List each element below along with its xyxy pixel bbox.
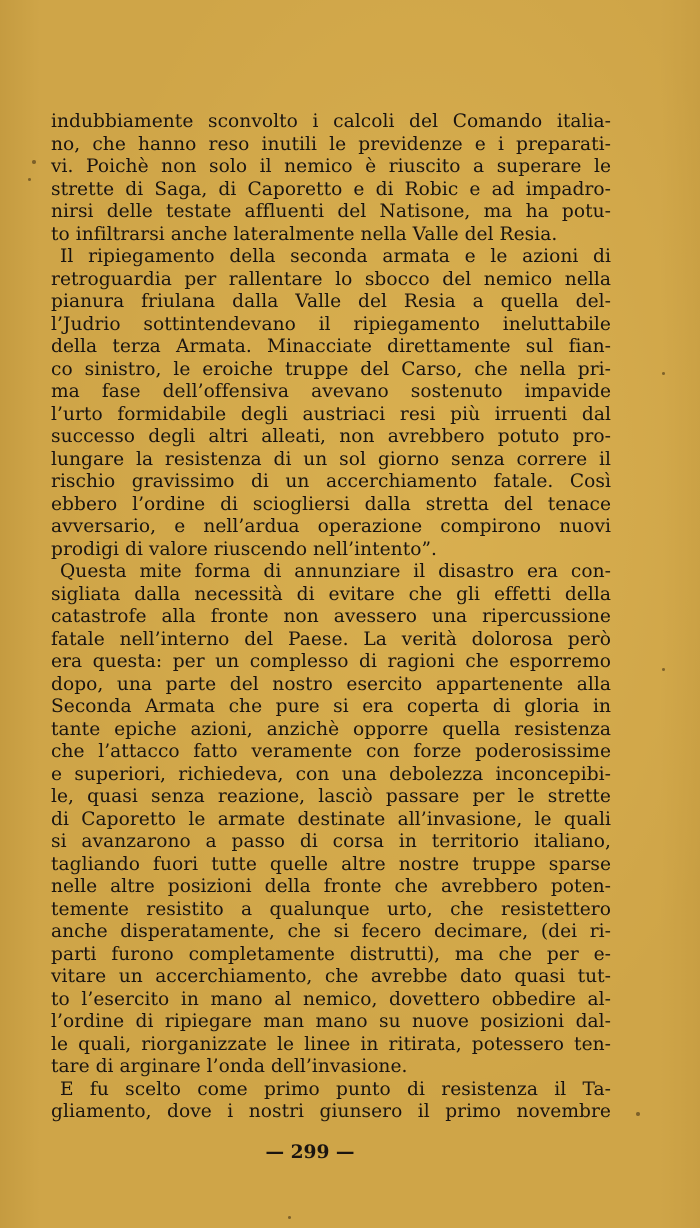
text-line: sigliata dalla necessità di evitare che gli effetti della: [51, 583, 611, 605]
text-line: temente resistito a qualunque urto, che resistettero: [51, 898, 611, 920]
text-line: era questa: per un complesso di ragioni che esporremo: [51, 651, 611, 672]
text-line: pianura friulana dalla Valle del Resia a quella del-: [51, 291, 611, 312]
text-line: strette di Saga, di Caporetto e di Robic e ad impadro-: [51, 178, 611, 200]
text-line: l’Judrio sottintendevano il ripiegamento ineluttabile: [51, 313, 611, 335]
text-line: Il ripiegamento della seconda armata e le azioni di: [60, 246, 611, 267]
text-line: l’urto formidabile degli austriaci resi più irruenti dal: [51, 403, 611, 425]
text-line: le, quasi senza reazione, lasciò passare per le strette: [51, 786, 611, 807]
text-line: co sinistro, le eroiche truppe del Carso, che nella pri-: [51, 358, 611, 380]
text-line: Questa mite forma di annunziare il disastro era con-: [60, 561, 611, 582]
page-number: — 299 —: [265, 1142, 355, 1163]
text-line: indubbiamente sconvolto i calcoli del Comando italia-: [51, 111, 611, 132]
text-line: le quali, riorganizzate le linee in ritirata, potessero ten-: [51, 1033, 611, 1055]
text-line: fatale nell’interno del Paese. La verità dolorosa però: [51, 628, 611, 650]
text-line: parti furono completamente distrutti), ma che per e-: [51, 943, 611, 965]
text-line: gliamento, dove i nostri giunsero il primo novembre: [51, 1101, 611, 1122]
text-line: Seconda Armata che pure si era coperta di gloria in: [51, 696, 611, 717]
text-line: si avanzarono a passo di corsa in territorio italiano,: [51, 831, 611, 852]
text-line: tare di arginare l’onda dell’invasione.: [51, 1056, 408, 1077]
text-line: prodigi di valore riuscendo nell’intento”.: [51, 538, 437, 560]
body-text: [51, 111, 611, 1124]
text-line: ma fase dell’offensiva avevano sostenuto impavide: [51, 381, 611, 402]
text-line: E fu scelto come primo punto di resistenza il Ta-: [60, 1078, 611, 1100]
paper-speck: [662, 372, 665, 375]
text-line: to l’esercito in mano al nemico, dovettero obbedire al-: [51, 988, 611, 1010]
text-line: lungare la resistenza di un sol giorno senza correre il: [51, 448, 611, 470]
text-line: no, che hanno reso inutili le previdenze e i preparati-: [51, 133, 611, 155]
paper-speck: [288, 1216, 291, 1219]
text-line: che l’attacco fatto veramente con forze poderosissime: [51, 741, 611, 762]
text-line: nirsi delle testate affluenti del Natisone, ma ha potu-: [51, 201, 611, 222]
text-line: to infiltrarsi anche lateralmente nella Valle del Resia.: [51, 223, 558, 245]
text-line: di Caporetto le armate destinate all’invasione, le quali: [51, 808, 611, 830]
paper-speck: [28, 178, 31, 181]
text-line: l’ordine di ripiegare man mano su nuove posizioni dal-: [51, 1011, 611, 1032]
text-line: vi. Poichè non solo il nemico è riuscito a superare le: [51, 156, 611, 177]
text-line: e superiori, richiedeva, con una debolezza inconcepibi-: [51, 763, 611, 785]
text-line: della terza Armata. Minacciate direttamente sul fian-: [51, 336, 611, 357]
text-line: ebbero l’ordine di sciogliersi dalla stretta del tenace: [51, 493, 611, 515]
paper-speck: [32, 160, 36, 164]
text-line: retroguardia per rallentare lo sbocco del nemico nella: [51, 268, 611, 290]
text-line: tante epiche azioni, anzichè opporre quella resistenza: [51, 718, 611, 740]
text-line: rischio gravissimo di un accerchiamento fatale. Così: [51, 471, 611, 492]
paper-speck: [636, 1112, 640, 1116]
text-line: tagliando fuori tutte quelle altre nostre truppe sparse: [51, 853, 611, 875]
paper-speck: [662, 668, 665, 671]
text-line: dopo, una parte del nostro esercito appartenente alla: [51, 673, 611, 695]
text-line: avversario, e nell’ardua operazione compirono nuovi: [51, 516, 611, 537]
text-line: successo degli altri alleati, non avrebbero potuto pro-: [51, 426, 611, 447]
text-line: vitare un accerchiamento, che avrebbe dato quasi tut-: [51, 966, 611, 987]
text-line: anche disperatamente, che si fecero decimare, (dei ri-: [51, 921, 611, 942]
text-line: nelle altre posizioni della fronte che avrebbero poten-: [51, 876, 611, 897]
text-line: catastrofe alla fronte non avessero una ripercussione: [51, 606, 611, 627]
